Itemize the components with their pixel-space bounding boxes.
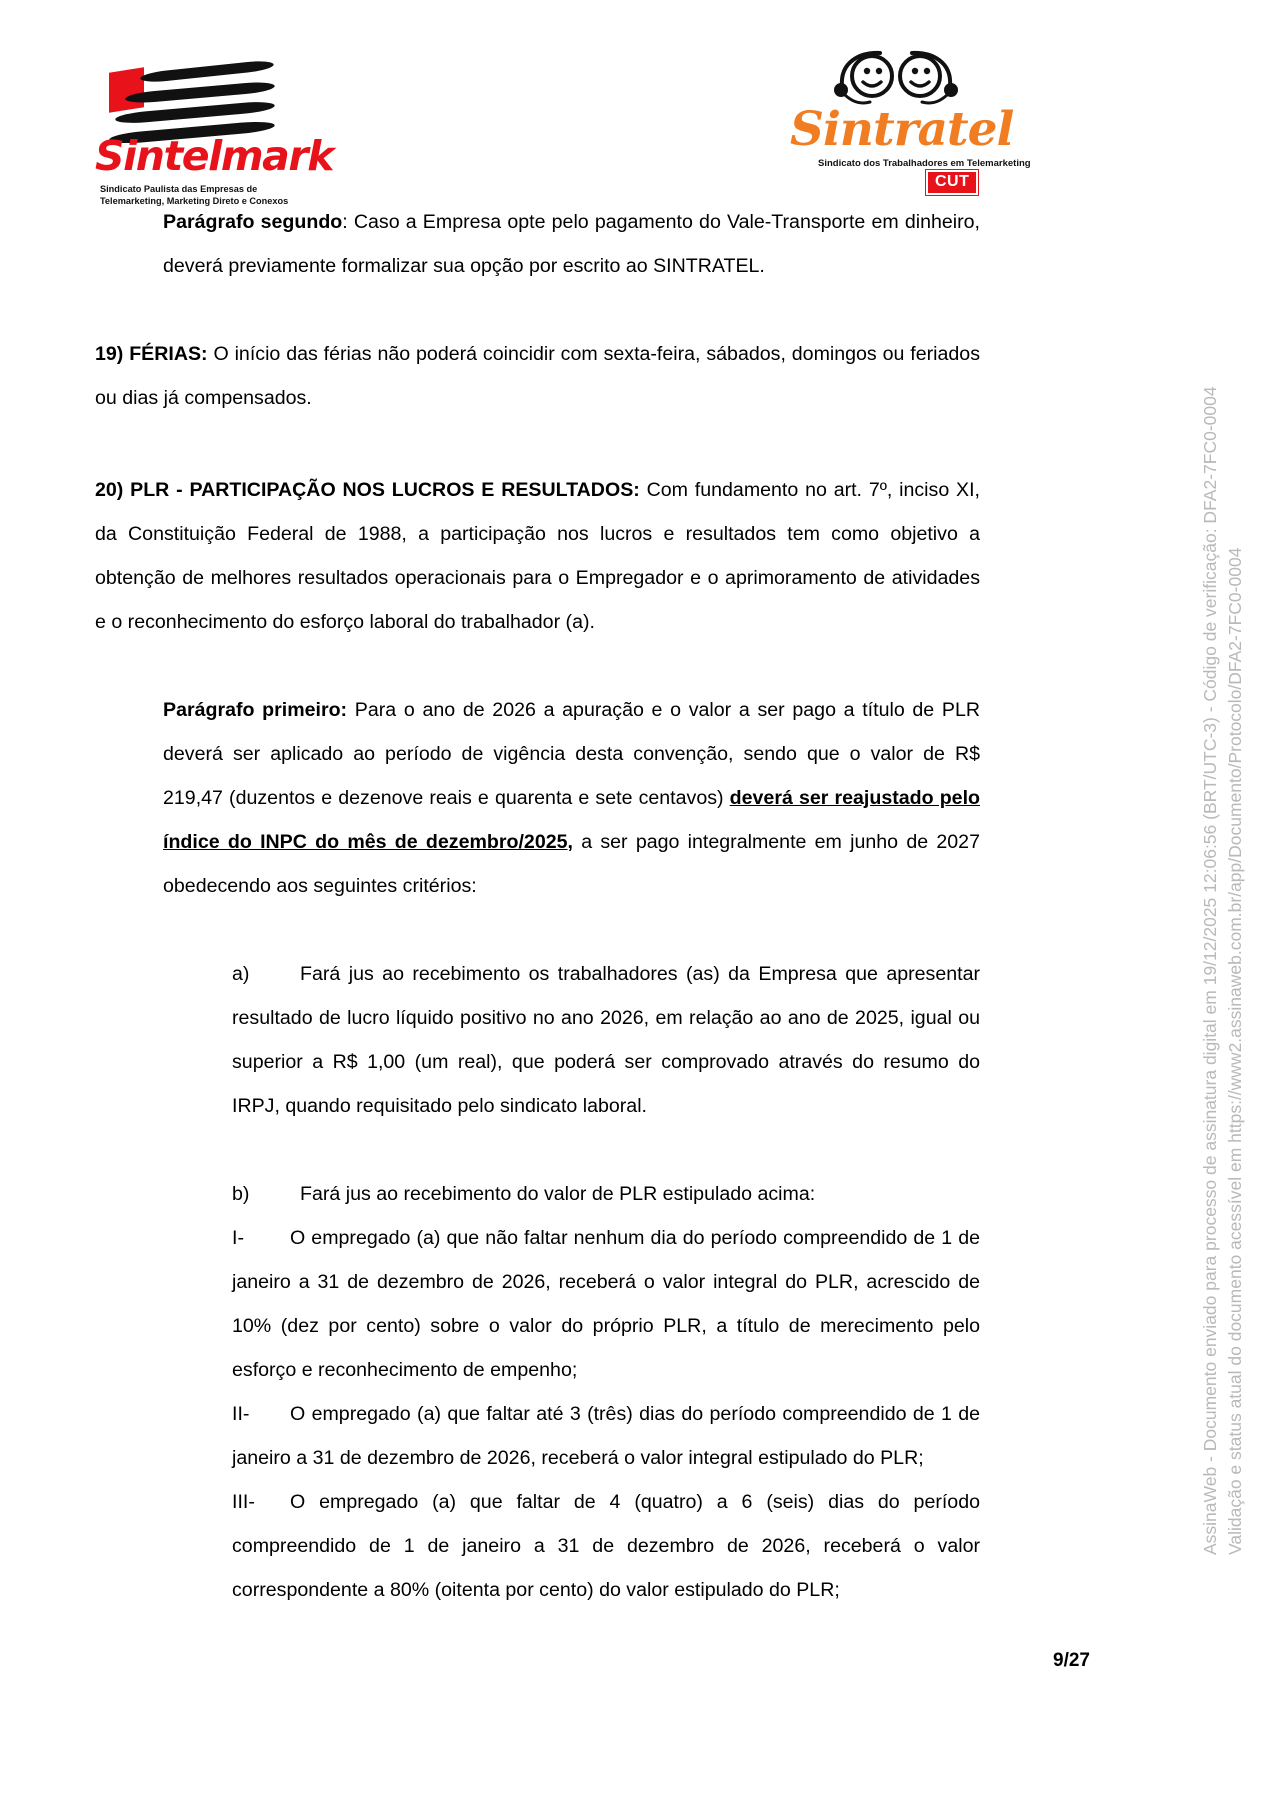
sintratel-subtitle: Sindicato dos Trabalhadores em Telemarketing <box>818 158 1031 169</box>
page-number: 9/27 <box>1053 1650 1090 1671</box>
list-item-i-text: O empregado (a) que não faltar nenhum dia do período compreendido de 1 de janeiro a 31 de dezembro de 2026, receberá o valor integral do PLR, acrescido de 10% (dez por cento) sobre o valor do próprio PLR, a título de merecimento pelo esforço e reconhecimento de empenho; <box>232 1227 980 1381</box>
clause-19 <box>95 332 980 420</box>
sintratel-wordmark-rest: intratel <box>822 102 1014 157</box>
spacer <box>95 644 980 688</box>
signature-watermark <box>1198 0 1268 1800</box>
list-item-iii <box>95 1480 980 1612</box>
spacer <box>95 420 980 468</box>
list-item-a-label: a) <box>232 963 250 985</box>
list-item-a <box>95 952 980 1128</box>
paragraph-primeiro-label: Parágrafo primeiro: <box>163 699 348 721</box>
flag-stripe <box>140 59 274 83</box>
list-item-b-text: Fará jus ao recebimento do valor de PLR estipulado acima: <box>300 1183 816 1205</box>
paragraph-segundo-text: : Caso a Empresa opte pelo pagamento do Vale-Transporte em dinheiro, deverá previamente formalizar sua opção por escrito ao SINTRATEL. <box>163 211 980 277</box>
clause-20 <box>95 468 980 644</box>
document-header <box>0 46 1050 206</box>
flag-stripe <box>125 80 275 104</box>
flag-red-square <box>109 67 144 113</box>
clause-20-heading: 20) PLR - PARTICIPAÇÃO NOS LUCROS E RESULTADOS: <box>95 479 640 501</box>
paragraph-segundo-label: Parágrafo segundo <box>163 211 343 233</box>
paragraph-primeiro-text-part1: Para o ano de 2026 a apuração e o valor a ser pago a título de PLR deverá ser aplicado ao período de vigência desta convenção, sendo que o valor de R$ 219,47 (duzentos e dezenove reais e quarenta e sete centavos) <box>163 699 980 809</box>
paragraph-primeiro-text-part2: a ser pago integralmente em junho de 2027 obedecendo aos seguintes critérios: <box>163 831 980 897</box>
sintratel-wordmark-initial: S <box>790 102 823 157</box>
list-item-b <box>95 1172 980 1216</box>
paragraph-segundo <box>95 200 980 288</box>
spacer <box>95 288 980 332</box>
watermark-line-1: AssinaWeb - Documento enviado para processo de assinatura digital em 19/12/2025 12:06:56 (BRT/UTC-3) - Código de verificação: DFA2-7FC0-0004 <box>1200 386 1220 1555</box>
list-item-a-text: Fará jus ao recebimento os trabalhadores (as) da Empresa que apresentar resultado de lucro líquido positivo no ano 2026, em relação ao ano de 2025, igual ou superior a R$ 1,00 (um real), que poderá ser comprovado através do resumo do IRPJ, quando requisitado pelo sindicato laboral. <box>232 963 980 1117</box>
sintelmark-subtitle-line2: Telemarketing, Marketing Direto e Conexos <box>100 195 289 206</box>
sintratel-logo <box>790 46 1040 206</box>
list-item-iii-label: III- <box>232 1491 255 1513</box>
list-item-i <box>95 1216 980 1392</box>
signature-watermark-text <box>1198 35 1248 1555</box>
list-item-ii-label: II- <box>232 1403 250 1425</box>
list-item-ii <box>95 1392 980 1480</box>
list-item-b-label: b) <box>232 1183 250 1205</box>
watermark-line-2: Validação e status atual do documento acessível em https://www2.assinaweb.com.br/app/Documento/Protocolo/DFA2-7FC0-0004 <box>1225 547 1245 1555</box>
spacer <box>95 1128 980 1172</box>
sintelmark-logo <box>95 60 395 210</box>
clause-20-text: Com fundamento no art. 7º, inciso XI, da Constituição Federal de 1988, a participação nos lucros e resultados tem como objetivo a obtenção de melhores resultados operacionais para o Empregador e o aprimoramento de atividades e o reconhecimento do esforço laboral do trabalhador (a). <box>95 479 980 633</box>
paragraph-primeiro <box>95 688 980 908</box>
sintelmark-subtitle-line1: Sindicato Paulista das Empresas de <box>100 184 258 194</box>
clause-19-text: O início das férias não poderá coincidir com sexta-feira, sábados, domingos ou feriados ou dias já compensados. <box>95 343 980 409</box>
paragraph-primeiro-underlined: deverá ser reajustado pelo índice do INPC do mês de dezembro/2025, <box>163 787 980 853</box>
document-body <box>95 200 980 1612</box>
clause-19-heading: 19) FÉRIAS: <box>95 343 208 365</box>
sintratel-wordmark <box>790 102 1013 157</box>
sintelmark-wordmark: Sintelmark <box>95 132 334 180</box>
list-item-i-label: I- <box>232 1227 244 1249</box>
cut-badge: CUT <box>926 170 978 195</box>
spacer <box>95 908 980 952</box>
list-item-ii-text: O empregado (a) que faltar até 3 (três) dias do período compreendido de 1 de janeiro a 31 de dezembro de 2026, receberá o valor integral estipulado do PLR; <box>232 1403 980 1469</box>
list-item-iii-text: O empregado (a) que faltar de 4 (quatro) a 6 (seis) dias do período compreendido de 1 de janeiro a 31 de dezembro de 2026, receberá o valor correspondente a 80% (oitenta por cento) do valor estipulado do PLR; <box>232 1491 980 1601</box>
